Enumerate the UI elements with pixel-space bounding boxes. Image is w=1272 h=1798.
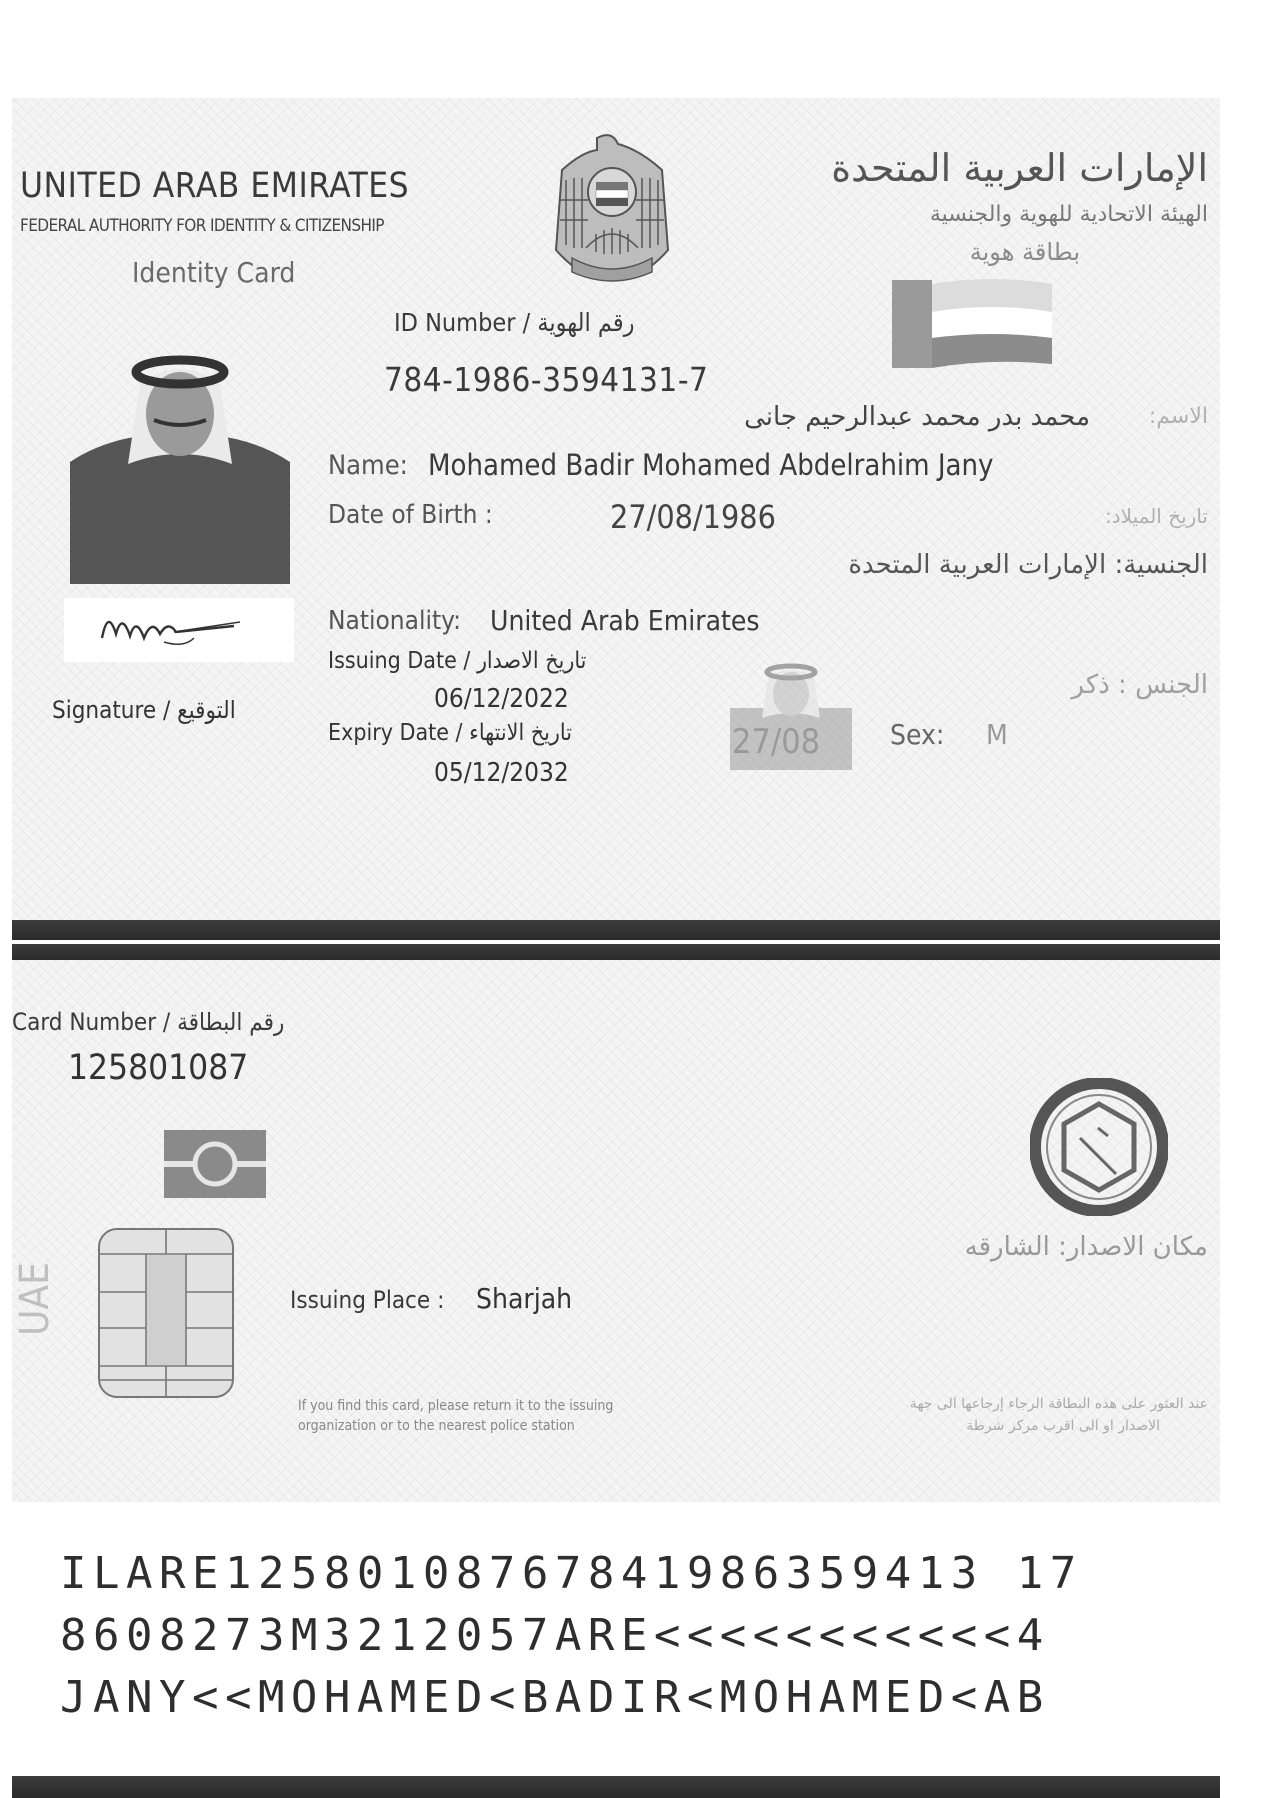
id-card-back	[12, 960, 1220, 1502]
bottom-bar	[12, 1776, 1220, 1798]
return-notice-en-line2: organization or to the nearest police station	[298, 1418, 575, 1434]
mrz-line-3: JANY<<MOHAMED<BADIR<MOHAMED<AB	[60, 1672, 1050, 1723]
expiry-date-label: Expiry Date / تاريخ الانتهاء	[328, 720, 572, 746]
signature-label: Signature / التوقيع	[52, 696, 236, 724]
signature-box	[64, 598, 294, 662]
issue-date-value: 06/12/2022	[434, 684, 569, 714]
gcc-seal-icon	[1030, 1078, 1168, 1216]
contactless-icon	[164, 1130, 266, 1198]
name-value: Mohamed Badir Mohamed Abdelrahim Jany	[428, 448, 994, 482]
card-number-label: Card Number / رقم البطاقة	[12, 1008, 285, 1036]
mrz-line-2: 8608273M3212057ARE<<<<<<<<<<<4	[60, 1610, 1050, 1661]
name-ar-value: محمد بدر محمد عبدالرحيم جانى	[744, 402, 1090, 432]
return-notice-ar-line2: الاصدار او الى اقرب مركز شرطة	[966, 1418, 1160, 1434]
return-notice-ar-line1: عند العثور على هذه البطاقة الرجاء إرجاعها الى جهة	[909, 1396, 1208, 1412]
vertical-uae-text: UAE	[12, 1262, 58, 1336]
uae-emblem-icon	[542, 130, 682, 290]
country-name-ar: الإمارات العربية المتحدة	[831, 146, 1208, 190]
holder-photo	[70, 344, 290, 584]
uae-flag-icon	[892, 274, 1052, 370]
dob-label: Date of Birth :	[328, 500, 493, 530]
nationality-label: Nationality:	[328, 606, 461, 636]
card-type-ar: بطاقة هوية	[969, 238, 1080, 266]
expiry-date-value: 05/12/2032	[434, 758, 569, 788]
nationality-ar: الجنسية: الإمارات العربية المتحدة	[848, 550, 1208, 580]
smart-chip-icon	[98, 1228, 234, 1398]
issue-date-label: Issuing Date / تاريخ الاصدار	[328, 648, 587, 674]
authority-name-ar: الهيئة الاتحادية للهوية والجنسية	[929, 202, 1208, 227]
nationality-value: United Arab Emirates	[490, 604, 760, 637]
dob-value: 27/08/1986	[610, 498, 776, 536]
card-type-en: Identity Card	[132, 256, 296, 289]
country-name-en: UNITED ARAB EMIRATES	[20, 166, 410, 206]
name-ar-label: الاسم:	[1148, 404, 1208, 429]
sex-ar: الجنس : ذكر	[1071, 670, 1208, 700]
ghost-dob-text: 27/08	[732, 722, 821, 762]
id-number-label: ID Number / رقم الهوية	[394, 308, 635, 337]
authority-name-en: FEDERAL AUTHORITY FOR IDENTITY & CITIZENSHIP	[20, 216, 384, 236]
card-number-value: 125801087	[68, 1048, 249, 1088]
issuing-place-value: Sharjah	[476, 1282, 573, 1315]
mrz-line-1: ILARE12580108767841986359413 17	[60, 1548, 1083, 1599]
return-notice-en-line1: If you find this card, please return it to the issuing	[298, 1398, 614, 1414]
name-label: Name:	[328, 450, 408, 481]
sex-value: M	[986, 718, 1008, 751]
issuing-place-label: Issuing Place :	[290, 1286, 445, 1314]
front-bottom-bar	[12, 920, 1220, 940]
id-card-front	[12, 98, 1220, 920]
id-number-value: 784-1986-3594131-7	[384, 360, 709, 399]
issuing-place-ar: مكان الاصدار: الشارقه	[964, 1232, 1208, 1262]
sex-label: Sex:	[890, 718, 945, 751]
dob-ar-label: تاريخ الميلاد:	[1105, 504, 1208, 528]
